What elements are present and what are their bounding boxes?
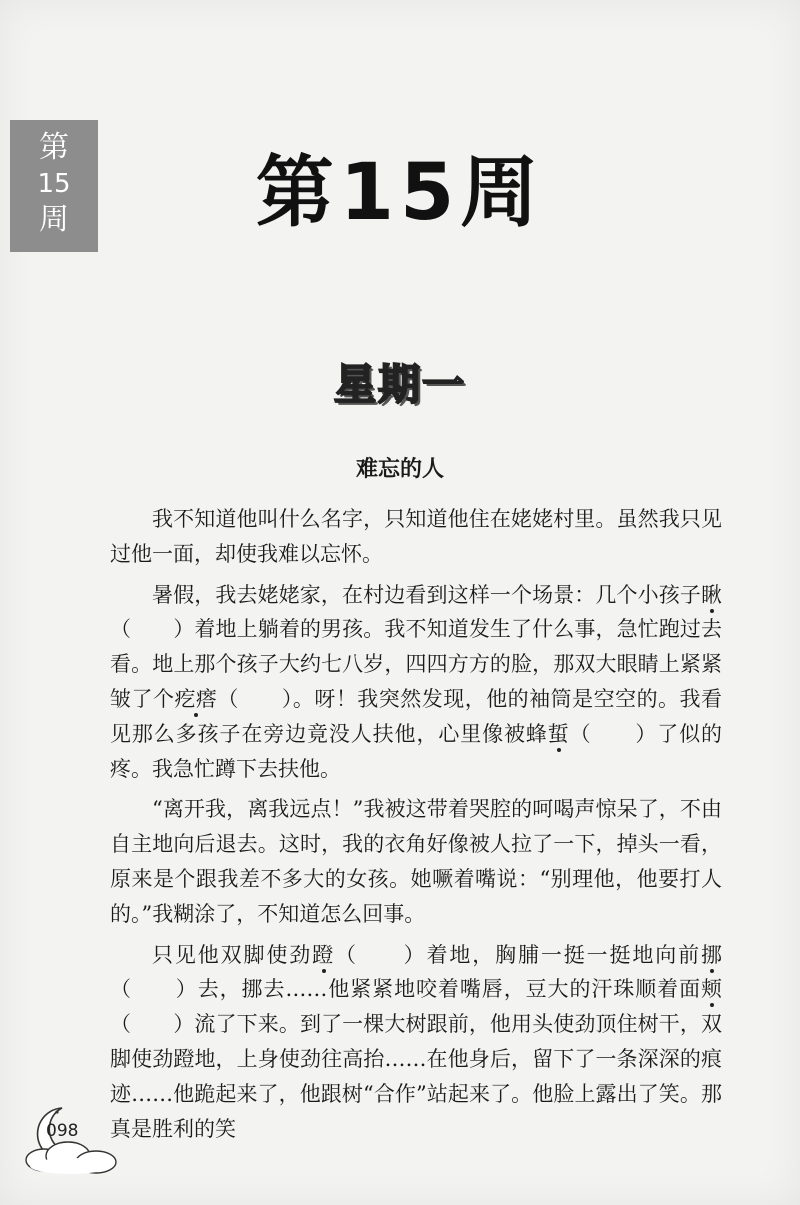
paragraph-1: 我不知道他叫什么名字，只知道他住在姥姥村里。虽然我只见过他一面，却使我难以忘怀。 <box>110 507 722 566</box>
day-heading-text: 星期一 <box>333 360 466 409</box>
dotted-word: 疙瘩 <box>174 686 218 711</box>
week-title: 第15周 <box>255 148 545 238</box>
side-tab-line1: 第 <box>39 130 69 165</box>
dotted-char: 颊 <box>701 977 722 1002</box>
article-body <box>110 502 722 1152</box>
article-title: 难忘的人 <box>355 457 444 482</box>
dotted-char: 蜇 <box>547 721 570 746</box>
day-heading <box>0 352 800 412</box>
side-tab-number: 15 <box>37 169 71 199</box>
dotted-char: 瞅 <box>701 582 722 607</box>
paragraph-4: 只见他双脚使劲蹬（ ）着地，胸脯一挺一挺地向前挪（ ）去，挪去……他紧紧地咬着嘴唇，豆大的汗珠顺着面颊（ ）流了下来。到了一棵大树跟前，他用头使劲顶住树干，双脚使劲蹬地，上身使劲往高抬……在他身后，留下了一条深深的痕迹……他跪起来了，他跟树“合作”站起来了。他脸上露出了笑。那真是胜利的笑 <box>110 942 722 1141</box>
dotted-char: 蹬 <box>312 942 335 967</box>
paragraph-2: 暑假，我去姥姥家，在村边看到这样一个场景：几个小孩子瞅（ ）着地上躺着的男孩。我不知道发生了什么事，急忙跑过去看。地上那个孩子大约七八岁，四四方方的脸，那双大眼睛上紧紧皱了个疙瘩（ ）。呀！我突然发现，他的袖筒是空空的。我看见那么多孩子在旁边竟没人扶他，心里像被蜂蜇（ ）了似的疼。我急忙蹲下去扶他。 <box>110 582 723 781</box>
dotted-char: 挪 <box>701 942 722 967</box>
paragraph-3: “离开我，离我远点！”我被这带着哭腔的呵喝声惊呆了，不由自主地向后退去。这时，我的衣角好像被人拉了一下，掉头一看，原来是个跟我差不多大的女孩。她噘着嘴说：“别理他，他要打人的。”我糊涂了，不知道怎么回事。 <box>110 797 722 926</box>
page-number: 098 <box>46 1121 79 1141</box>
side-tab-line3: 周 <box>39 202 69 237</box>
